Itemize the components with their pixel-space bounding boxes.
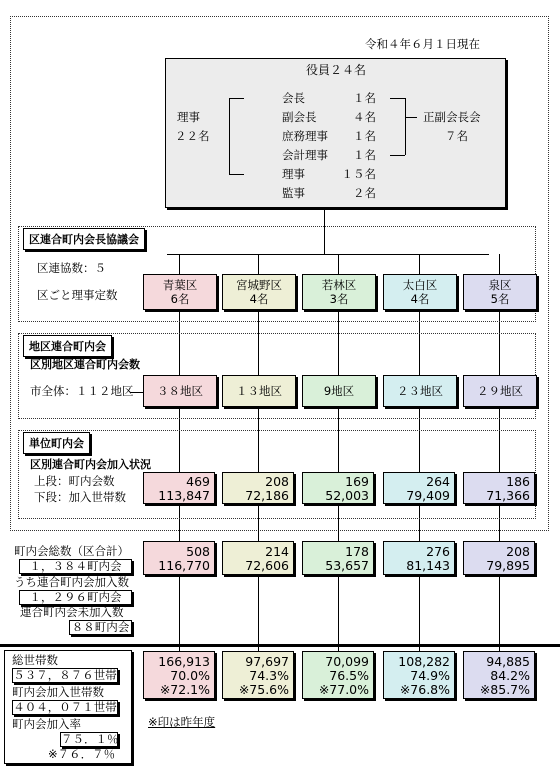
joined-label: うち連合町内会加入数 [14,575,129,589]
officer-role-count: １名 [353,91,376,105]
section2-subtitle: 区別地区連合町内会数 [30,358,140,371]
officer-role-count: ２名 [353,186,376,200]
date-label: 令和４年６月１日現在 [365,37,480,51]
ward-total-assoc: 508 [186,544,210,559]
officer-role-name: 会計理事 [282,148,328,162]
ward-districts: 9地区 [323,384,355,398]
right-bracket-top [390,98,405,99]
separator-line [0,644,560,647]
ward-name-box [302,274,376,310]
section2-title: 地区連合町内会 [23,335,112,357]
ward-name: 宮城野区 [236,278,282,292]
ward-households: 97,697 [245,654,289,669]
ward-name: 若林区 [321,278,357,292]
ward-districts-box [383,375,457,407]
ward-membership-box [143,472,215,504]
ward-districts: ２９地区 [477,384,523,398]
ward-districts-box [222,375,296,407]
ward-districts-box [143,375,217,407]
ward-households: 166,913 [158,654,210,669]
ward-joined-households: 72,186 [245,488,289,503]
households-value: ５３７，８７６世帯 [13,668,117,682]
ward-membership-box [463,472,535,504]
top-label: 上段：町内会数 [34,474,115,488]
ward-total-box [222,541,294,575]
officer-role-name: 副会長 [282,110,317,124]
total-value: １，３８４町内会 [19,559,132,574]
ward-households: 70,099 [325,654,369,669]
ward-household-box [302,651,374,699]
right-bracket-mid [405,117,417,118]
section1-per-ward: 区ごと理事定数 [37,288,118,302]
ward-rate: 84.2% [490,668,530,683]
ward-total-households: 116,770 [158,558,210,573]
right-bracket-bottom [390,155,405,156]
ward-total-households: 53,657 [325,558,369,573]
left-bracket-top [229,98,244,99]
officer-role-name: 理事 [282,167,305,181]
ward-districts: １３地区 [236,384,282,398]
ward-membership-box [383,472,455,504]
ward-rate: 74.9% [410,668,450,683]
ward-household-box [383,651,455,699]
riji-label: 理事 [177,110,200,124]
ward-total-assoc: 276 [426,544,450,559]
ward-districts: ３８地区 [157,384,203,398]
riji-count: ２２名 [175,129,210,143]
ward-rate: 76.5% [329,668,369,683]
joined-value: １，２９６町内会 [19,590,132,605]
unjoined-value: ８８町内会 [69,620,132,635]
ward-name: 泉区 [488,278,512,292]
footnote: ※印は昨年度 [148,715,216,729]
officer-role-count: １名 [353,148,376,162]
officer-role-name: 会長 [282,91,305,105]
ward-households: 108,282 [398,654,450,669]
ward-membership-box [222,472,294,504]
ward-household-box [463,651,535,699]
ward-riji: 4名 [249,292,269,306]
ward-name: 青葉区 [162,278,198,292]
ward-total-households: 79,895 [486,558,530,573]
ward-name-box [463,274,537,310]
ward-assoc-count: 186 [506,474,530,489]
left-bracket-bottom [229,174,244,175]
ward-name-box [383,274,457,310]
ward-total-households: 72,606 [245,558,289,573]
ward-total-box [302,541,374,575]
ward-assoc-count: 208 [265,474,289,489]
right-bracket [405,98,406,155]
total-label: 町内会総数（区合計） [14,544,129,558]
ward-total-box [383,541,455,575]
ward-assoc-count: 469 [186,474,210,489]
ward-prev-rate: ※77.0% [318,682,369,697]
ward-total-assoc: 178 [345,544,369,559]
ward-joined-households: 113,847 [158,488,210,503]
city-joined-label: 町内会加入世帯数 [12,685,104,699]
ward-household-box [143,651,215,699]
section3-subtitle: 区別連合町内会加入状況 [30,458,151,471]
officer-role-count: １５名 [341,167,376,181]
rate-value: ７５．１％ [61,732,119,746]
ward-household-box [222,651,294,699]
ward-membership-box [302,472,374,504]
bottom-label: 下段：加入世帯数 [34,490,126,504]
ward-total-assoc: 214 [265,544,289,559]
left-bracket [229,98,230,174]
ward-total-assoc: 208 [506,544,530,559]
ward-riji: 3名 [329,292,349,306]
ward-joined-households: 52,003 [325,488,369,503]
section1-title: 区連合町内会長協議会 [23,228,145,250]
vice-count: ７名 [445,129,468,143]
unjoined-label: 連合町内会未加入数 [20,605,124,619]
ward-riji: 5名 [490,292,510,306]
officer-role-name: 庶務理事 [282,129,328,143]
ward-assoc-count: 264 [426,474,450,489]
officer-role-count: １名 [353,129,376,143]
ward-districts-box [463,375,537,407]
ward-prev-rate: ※85.7% [479,682,530,697]
ward-total-box [143,541,215,575]
section3-title: 単位町内会 [23,432,90,454]
rate-label: 町内会加入率 [12,717,81,731]
ward-assoc-count: 169 [345,474,369,489]
city-total: 市全体：１１２地区 [30,384,134,398]
vice-label: 正副会長会 [423,110,481,124]
ward-joined-households: 71,366 [486,488,530,503]
ward-name-box [143,274,217,310]
officers-title: 役員２４名 [306,63,367,77]
officer-role-count: ４名 [353,110,376,124]
ward-riji: 6名 [170,292,190,306]
ward-riji: 4名 [410,292,430,306]
ward-districts: ２３地区 [397,384,443,398]
ward-households: 94,885 [486,654,530,669]
ward-rate: 74.3% [249,668,289,683]
ward-total-households: 81,143 [406,558,450,573]
ward-name-box [222,274,296,310]
ward-name: 太白区 [402,278,438,292]
ward-joined-households: 79,409 [406,488,450,503]
section1-count: 区連協数：５ [37,261,106,275]
city-joined-value: ４０４，０７１世帯 [13,700,117,714]
ward-districts-box [302,375,376,407]
ward-prev-rate: ※75.6% [238,682,289,697]
ward-prev-rate: ※76.8% [399,682,450,697]
officer-role-name: 監事 [282,186,305,200]
ward-rate: 70.0% [170,668,210,683]
households-label: 総世帯数 [12,653,58,667]
prev-rate: ※７６．７％ [48,747,116,761]
ward-prev-rate: ※72.1% [159,682,210,697]
ward-total-box [463,541,535,575]
